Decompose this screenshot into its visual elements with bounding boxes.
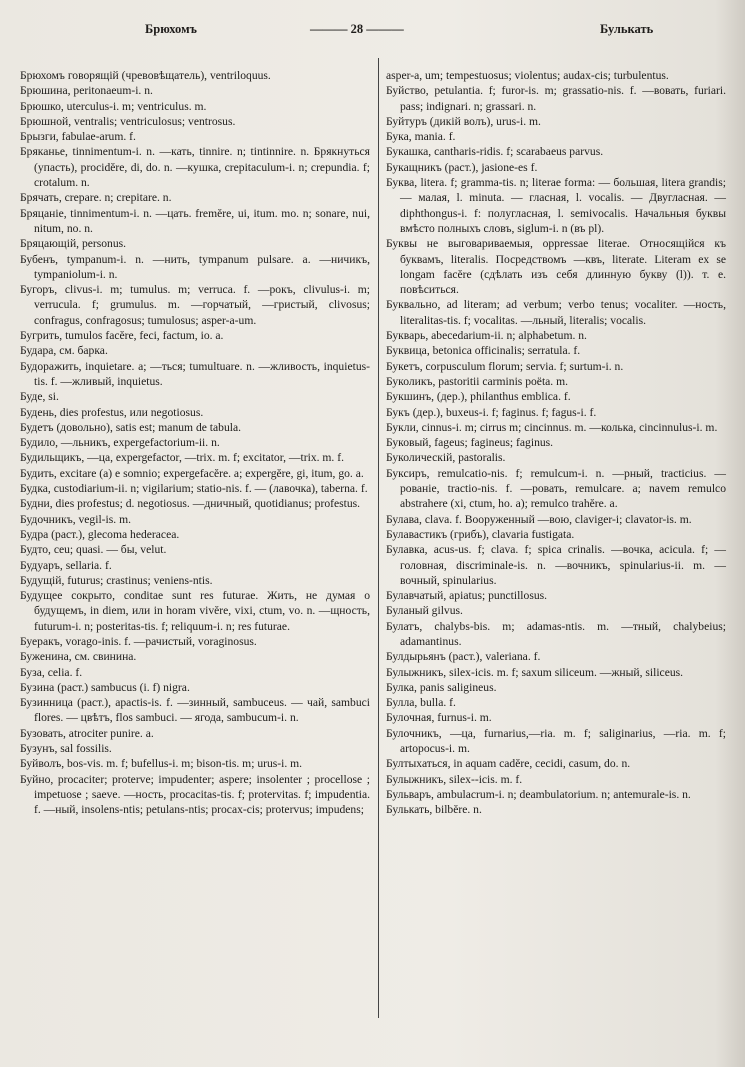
dictionary-entry: Бултыхаться, in aquam cadĕre, cecidi, casum, do. n. — [386, 757, 631, 771]
dictionary-entry: Бузунъ, sal fossilis. — [20, 742, 112, 756]
dictionary-entry: Бряцаніе, tinnimentum-i. n. —цать. fremĕre, ui, itum. mo. n; sonare, nui, nitum, no. n. — [20, 206, 370, 235]
dictionary-entry: Буза, celia. f. — [20, 665, 83, 679]
dictionary-entry: Будто, ceu; quasi. — бы, velut. — [20, 543, 167, 557]
dictionary-entry: Булыжникъ, silex-icis. m. f; saxum siliceum. —жный, siliceus. — [386, 665, 684, 679]
dictionary-entry: Булькать, bilbĕre. n. — [386, 803, 482, 817]
dictionary-entry: Будочникъ, vegil-is. m. — [20, 512, 131, 526]
dictionary-entry: Бузинница (раст.), apactis-is. f. —зинный, sambuceus. — чай, sambuci flores. — цвѣтъ, flos sambuci. — ягода, sambucum-i. n. — [20, 696, 370, 725]
dictionary-entry: Буйно, procaciter; proterve; impudenter; aspere; insolenter ; procellose ; impetuose ; saeve. —ность, procacitas-tis. f; protervitas. f; impudentia. f. —ный, insolens-ntis; petulans-ntis; procax-cis; protervus; impudens; — [20, 772, 370, 817]
column-divider — [378, 58, 379, 1018]
dictionary-entry: Будоражить, inquietare. a; —тьcя; tumultuare. n. —жливость, inquietus-tis. f. —жливый, inquietus. — [20, 359, 370, 388]
dictionary-entry: Бряцающій, personus. — [20, 237, 127, 251]
dictionary-entry: Будущее сокрыто, conditae sunt res futurae. Жить, не думая о будущемъ, in diem, или in horam vivĕre, vixi, ctum, vo. n. —щность, futurum-i. n; posteritas-tis. f; reliquum-i. n; res futurae. — [20, 589, 370, 633]
dictionary-entry: Булавка, acus-us. f; clava. f; spica crinalis. —вочка, acicula. f; — головная, discriminale-is. n. —вочникъ, spinularius-ii. m. —вочный, spinularius. — [386, 543, 726, 587]
dictionary-entry: Букащникъ (раст.), jasione-es f. — [386, 160, 538, 174]
dictionary-entry: Будущій, futurus; crastinus; veniens-ntis. — [20, 573, 213, 587]
dictionary-entry: Бузовать, atrociter punire. a. — [20, 726, 154, 740]
dictionary-entry: Бубенъ, tympanum-i. n. —нить, tympanum pulsare. a. —ничикъ, tympaniolum-i. n. — [20, 252, 370, 281]
dictionary-entry: Букашка, cantharis-ridis. f; scarabaeus parvus. — [386, 145, 604, 159]
dictionary-entry: Брызги, fabulae-arum. f. — [20, 130, 136, 144]
dictionary-entry: Бударa, см. барка. — [20, 344, 108, 358]
dictionary-entry: Брюшина, peritonaeum-i. n. — [20, 84, 153, 98]
dictionary-entry: Будетъ (довольно), satis est; manum de tabula. — [20, 420, 242, 434]
dictionary-entry: Буксиръ, remulcatio-nis. f; remulcum-i. n. —рный, tracticius. —рованіе, tractio-nis. f. —ровать, remulcare. a; navem remulco abstrahere (xi, ctum, ho. a); remulco trahĕre. a. — [386, 466, 726, 511]
dictionary-entry: Бугрить, tumulos facĕre, feci, factum, io. a. — [20, 329, 224, 343]
dictionary-entry: Букшинъ, (дер.), philanthus emblica. f. — [386, 390, 571, 404]
dictionary-entry: Буквица, betonica officinalis; serratula. f. — [386, 344, 581, 358]
header-last-word: Булькать — [600, 22, 654, 36]
dictionary-entry: Булочникъ, —ца, furnarius,—ria. m. f; saliginarius, —ria. m. f; artopocus-i. m. — [386, 726, 726, 756]
dictionary-entry: Буйтуръ (дикій волъ), urus-i. m. — [386, 114, 541, 128]
dictionary-entry: Будить, excitare (a) e somnio; expergefacĕre. a; expergĕre, gi, itum, go. a. — [20, 466, 364, 480]
right-column — [386, 68, 726, 818]
dictionary-entry: Букетъ, corpusculum florum; servia. f; surtum-i. n. — [386, 359, 624, 373]
dictionary-entry: Бряканье, tinnimentum-i. n. —кать, tinnire. n; tintinnire. n. Брякнуться (упасть), procidĕre, di, do. n. —кушка, crepitaculum-i. n; crepundia. f; crotalum. n. — [20, 145, 370, 190]
dictionary-entry: Брюхомъ говорящій (чревовѣщатель), ventriloquus. — [20, 69, 271, 82]
page-header — [0, 22, 745, 42]
dictionary-entry: Брюшной, ventralis; ventriculosus; ventrosus. — [20, 114, 236, 128]
dictionary-entry: Буланый gilvus. — [386, 604, 463, 618]
dictionary-entry: Булдырьянъ (раст.), valeriana. f. — [386, 650, 541, 664]
header-first-word: Брюхомъ — [145, 22, 197, 36]
dictionary-entry: Будуаръ, sellaria. f. — [20, 558, 112, 572]
left-column — [20, 68, 370, 818]
dictionary-entry: Булавастикъ (грибъ), clavaria fustigata. — [386, 527, 575, 541]
dictionary-entry: Букли, cinnus-i. m; cirrus m; cincinnus. m. —колька, cincinnulus-i. m. — [386, 420, 718, 434]
dictionary-entry: Буде, si. — [20, 390, 59, 404]
dictionary-entry: Будни, dies profestus; d. negotiosus. —дничный, quotidianus; profestus. — [20, 497, 361, 511]
dictionary-entry: Булыжникъ, silex--icis. m. f. — [386, 772, 523, 786]
dictionary-entry: Будило, —льникъ, expergefactorium-ii. n. — [20, 436, 220, 450]
dictionary-entry: Будень, dies profestus, или negotiosus. — [20, 405, 204, 419]
dictionary-entry: Буколическій, pastoralis. — [386, 451, 506, 465]
dictionary-entry: Буйволъ, bos-vis. m. f; bufellus-i. m; bison-tis. m; urus-i. m. — [20, 757, 303, 771]
dictionary-entry: Буква, litera. f; gramma-tis. n; literae forma: — большая, litera grandis; — малая, l. minuta. — гласная, l. vocalis. — Двугласная. — diphthongus-i. f: полугласная, l. semivocalis. Начальныя буквы вмѣсто полныхъ словъ, siglum-i. n (въ pl). — [386, 176, 726, 235]
dictionary-entry: Будильщикъ, —ца, expergefactor, —trix. m. f; excitator, —trix. m. f. — [20, 451, 344, 465]
page-number: ——— 28 ——— — [310, 22, 404, 36]
dictionary-entry: Буеракъ, vorago-inis. f. —рачистый, voraginosus. — [20, 634, 257, 648]
dictionary-entry: asper-a, um; tempestuosus; violentus; audax-cis; turbulentus. — [386, 69, 669, 82]
dictionary-entry: Буквально, ad literam; ad verbum; verbo tenus; vocaliter. —ность, literalitas-tis. f; vocalitas. —льный, literalis; vocalis. — [386, 298, 726, 327]
dictionary-entry: Букъ (дер.), buxeus-i. f; faginus. f; fagus-i. f. — [386, 405, 597, 419]
dictionary-entry: Будра (раст.), glecoma hederacea. — [20, 527, 180, 541]
dictionary-entry: Булавчатый, apiatus; punctillosus. — [386, 589, 548, 603]
dictionary-entry: Будка, custodiarium-ii. n; vigilarium; statio-nis. f. — (лавочка), taberna. f. — [20, 482, 368, 496]
dictionary-entry: Бульваръ, ambulacrum-i. n; deambulatorium. n; antemurale-is. n. — [386, 787, 691, 801]
dictionary-entry: Брячать, crepare. n; crepitare. n. — [20, 191, 172, 205]
dictionary-entry: Буквы не выговариваемыя, oppressae literae. Относящійся къ буквамъ, literalis. Посредствомъ —квъ, literate. Literam ex se longam facĕre (сдѣлать изъ себя длинную букву (l)). т. е. повѣситься. — [386, 237, 726, 297]
dictionary-entry: Булла, bulla. f. — [386, 696, 456, 710]
dictionary-entry: Булава, clava. f. Вооруженный —вою, claviger-i; clavator-is. m. — [386, 512, 692, 526]
dictionary-entry: Буженина, см. свинина. — [20, 650, 137, 664]
dictionary-entry: Булатъ, chalybs-bis. m; adamas-ntis. m. —тный, chalybeius; adamantinus. — [386, 619, 726, 648]
dictionary-entry: Брюшко, uterculus-i. m; ventriculus. m. — [20, 99, 207, 113]
dictionary-entry: Буколикъ, pastoritii carminis poëta. m. — [386, 374, 569, 388]
dictionary-entry: Буйство, petulantia. f; furor-is. m; grassatio-nis. f. —вовать, furiari. pass; indignari. n; grassari. n. — [386, 84, 726, 113]
dictionary-entry: Буковый, fageus; fagineus; faginus. — [386, 436, 554, 450]
dictionary-entry: Булочная, furnus-i. m. — [386, 711, 492, 725]
dictionary-entry: Булка, panis saligineus. — [386, 680, 497, 694]
dictionary-entry: Бузина (раст.) sambucus (i. f) nigra. — [20, 680, 190, 694]
dictionary-entry: Бугоръ, clivus-i. m; tumulus. m; verruca. f. —рокъ, clivulus-i. m; verrucula. f; grumulus. m. —горчатый, —гристый, clivosus; confragus, confragosus; tumulosus; asper-a-um. — [20, 283, 370, 327]
dictionary-entry: Бука, mania. f. — [386, 130, 456, 144]
dictionary-entry: Букварь, abecedarium-ii. n; alphabetum. n. — [386, 329, 587, 343]
